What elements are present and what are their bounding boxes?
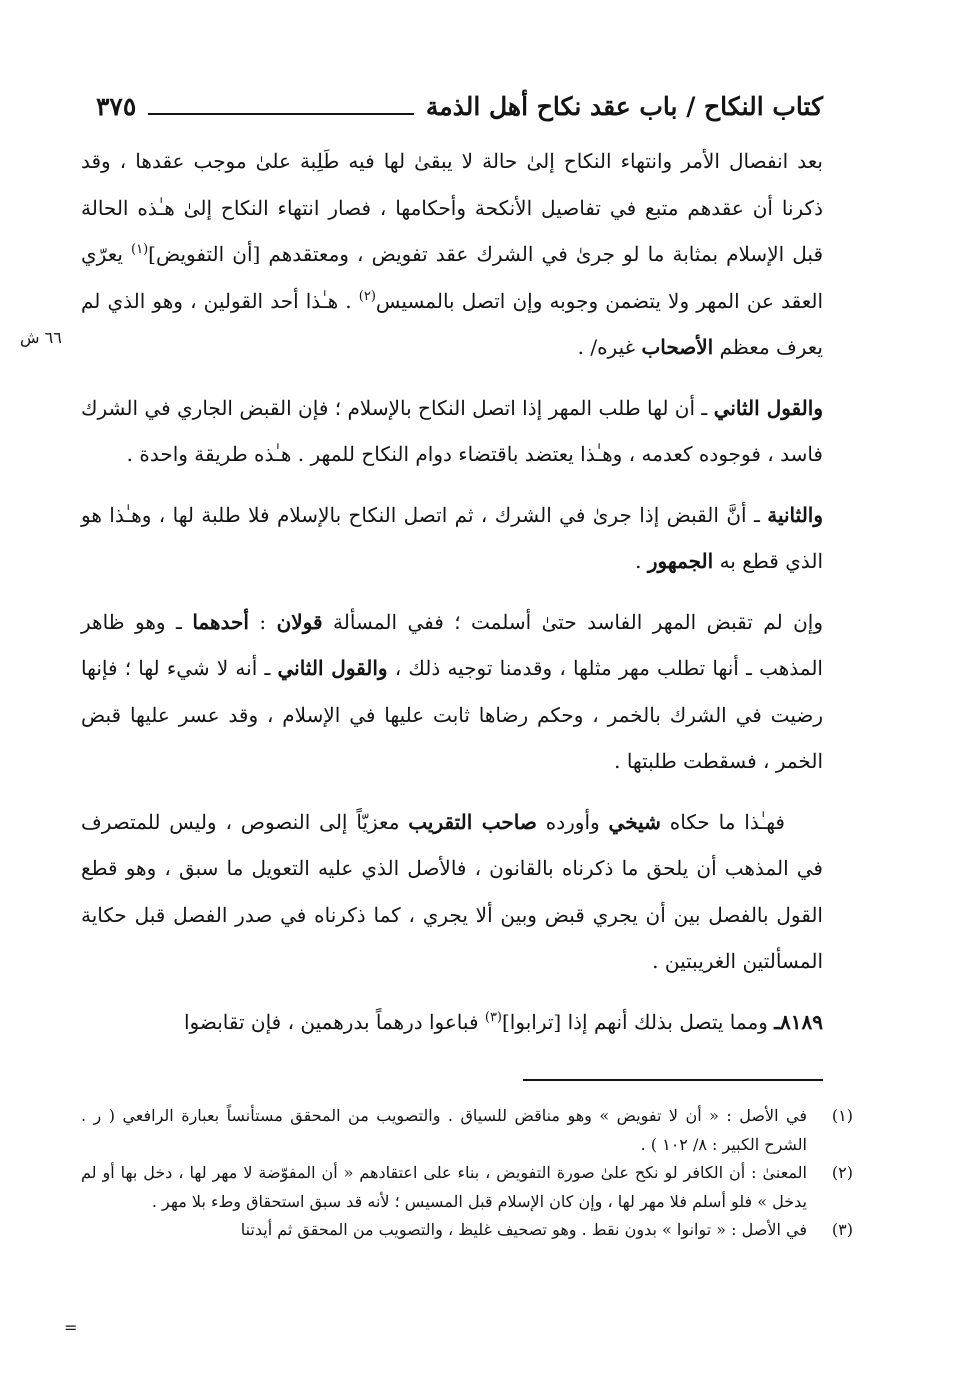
footnote-item (81, 1159, 853, 1216)
paragraph-1 (81, 138, 823, 371)
text-run: ـ أنَّ القبض إذا جرىٰ في الشرك ، ثم اتصل النكاح بالإسلام فلا طلبة لها ، وهـٰذا هو الذي قطع به (81, 502, 823, 573)
text-run: ـ وهو ظاهر المذهب ـ أنها تطلب مهر مثلها ، وقدمنا توجيه ذلك ، (81, 609, 823, 680)
footnote-ref[interactable]: (١) (131, 242, 149, 257)
footnote-ref[interactable]: (٢) (358, 288, 376, 304)
footnote-text: في الأصل : « أن لا تفويض » وهو مناقض للسياق . والتصويب من المحقق مستأنساً بعبارة الرافعي ( ر . الشرح الكبير : ٨/ ١٠٢ ) . (81, 1106, 807, 1154)
bold-term: والقول الثاني (713, 395, 823, 420)
footnote-number: (٢) (831, 1163, 853, 1182)
paragraph-3 (81, 492, 823, 585)
paragraph-2 (81, 385, 823, 478)
paragraph-4 (81, 599, 823, 785)
bold-term: والثانية (767, 502, 823, 527)
text-run: : (248, 609, 277, 634)
footnote-number: (٣) (831, 1220, 853, 1239)
footnote-item (81, 1102, 853, 1159)
text-run: ـ أن لها طلب المهر إذا اتصل النكاح بالإسلام ؛ فإن القبض الجاري في الشرك فاسد ، فوجوده كعدمه ، وهـٰذا يعتضد باقتضاء دوام النكاح للمهر . هـٰذه طريقة واحدة . (81, 395, 823, 466)
footnote-item (81, 1216, 853, 1245)
text-run: وإن لم تقبض المهر الفاسد حتىٰ أسلمت ؛ ففي المسألة (322, 609, 824, 634)
margin-folio-note: ٦٦ ش (20, 328, 62, 347)
bold-term: صاحب التقريب (408, 809, 537, 834)
continuation-mark: = (64, 1318, 78, 1337)
page-number: ٣٧٥ (96, 92, 137, 121)
main-text (81, 138, 823, 1045)
text-run: معزيّاً إلى النصوص ، وليس للمتصرف في المذهب أن يلحق ما ذكرناه بالقانون ، فالأصل الذي عليه التعويل ما سبق ، وهو قطع القول بالفصل بين أن يجري قبض وبين ألا يجري ، كما ذكرناه في صدر الفصل قبل حكاية المسألتين الغريبتين . (81, 809, 823, 973)
paragraph-5 (81, 799, 823, 985)
header-rule (148, 113, 414, 115)
text-run: فباعوا درهماً بدرهمين ، فإن تقابضوا (183, 1009, 485, 1034)
footnote-text: المعنىٰ : أن الكافر لو نكح علىٰ صورة التفويض ، بناء على اعتقادهم « أن المفوّضة لا مهر لها ، دخل بها أو لم يدخل » فلو أسلم فلا مهر لها ، وإن كان الإسلام قبل المسيس ؛ لأنه قد سبق استحقاق وطء بلا مهر . (81, 1163, 807, 1211)
bold-term: الجمهور (647, 549, 714, 573)
text-run: فهـٰذا ما حكاه (660, 809, 785, 834)
text-run: . (635, 549, 648, 573)
text-run: ـ أنه لا شيء لها ؛ فإنها رضيت في الشرك بالخمر ، وحكم رضاها ثابت عليها في الإسلام ، وقد عسر عليها قبض الخمر ، فسقطت طلبتها . (81, 656, 823, 773)
footnote-text: في الأصل : « توانوا » بدون نقط . وهو تصحيف غليظ ، والتصويب من المحقق ثم أيدتنا (240, 1220, 807, 1239)
running-header (96, 85, 823, 125)
bold-term: شيخي (608, 809, 661, 834)
bold-term: والقول الثاني (277, 656, 388, 680)
footnotes (81, 1102, 853, 1245)
paragraph-6 (81, 999, 823, 1046)
footnote-number: (١) (831, 1106, 853, 1125)
text-run: غيره/ . (577, 335, 642, 359)
footnote-ref[interactable]: (٣) (484, 1009, 502, 1025)
text-run: . هـٰذا أحد القولين ، وهو الذي لم يعرف معظم (81, 288, 823, 359)
section-number: ٨١٨٩ـ (774, 1009, 823, 1034)
text-run: وأورده (536, 809, 609, 834)
bold-term: قولان (276, 609, 323, 634)
text-run: يعرّي العقد عن المهر ولا يتضمن وجوبه وإن اتصل بالمسيس (81, 242, 823, 313)
chapter-title: كتاب النكاح / باب عقد نكاح أهل الذمة (425, 92, 823, 121)
bold-term: أحدهما (192, 609, 249, 634)
text-run: بعد انفصال الأمر وانتهاء النكاح إلىٰ حالة لا يبقىٰ لها فيه طَلِبة علىٰ موجب عقدها ، وقد ذكرنا أن عقدهم متبع في تفاصيل الأنكحة وأحكامها ، فصار انتهاء النكاح إلىٰ هـٰذه الحالة قبل الإسلام بمثابة ما لو جرىٰ في الشرك عقد تفويض ، ومعتقدهم [أن التفويض] (81, 149, 824, 266)
bold-term: الأصحاب (641, 335, 714, 359)
text-run: ومما يتصل بذلك أنهم إذا [ترابوا] (502, 1009, 775, 1034)
footnote-separator (523, 1079, 823, 1081)
